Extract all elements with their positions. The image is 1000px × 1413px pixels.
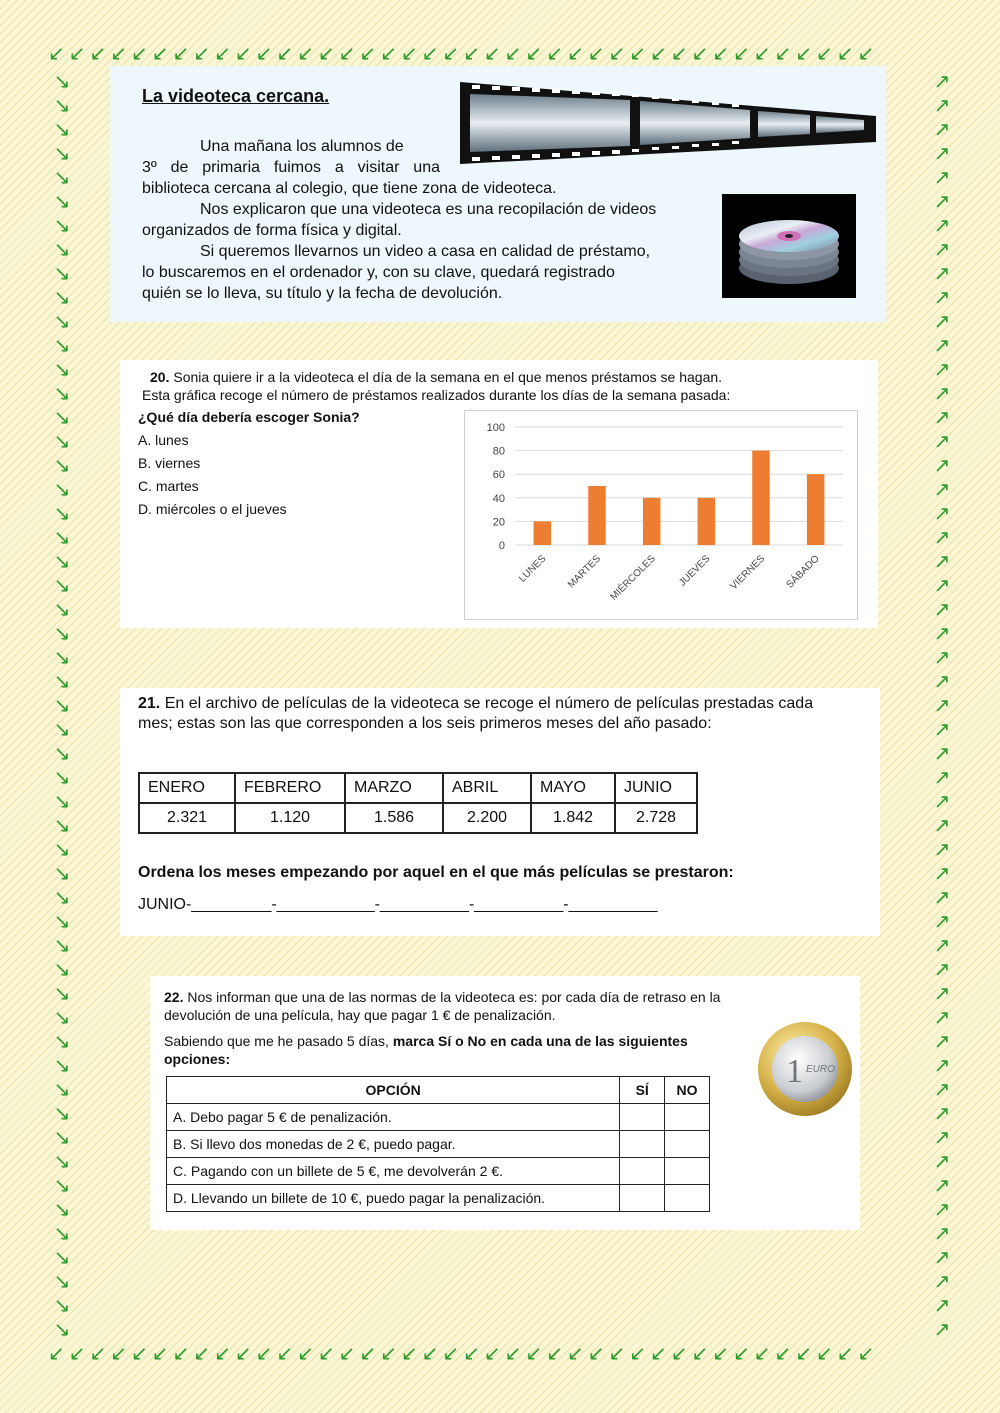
chart-svg	[465, 411, 857, 619]
yes-checkbox[interactable]	[620, 1185, 665, 1212]
month-value: 2.728	[615, 803, 697, 833]
no-checkbox[interactable]	[665, 1185, 710, 1212]
q22-text-line3-plain: Sabiendo que me he pasado 5 días,	[164, 1033, 393, 1049]
month-value: 1.586	[345, 803, 443, 833]
month-header: ABRIL	[443, 773, 531, 803]
header-no: NO	[665, 1077, 710, 1104]
chart-bar	[588, 486, 605, 545]
no-checkbox[interactable]	[665, 1158, 710, 1185]
yes-checkbox[interactable]	[620, 1104, 665, 1131]
x-tick-label: MIÉRCOLES	[608, 553, 658, 603]
y-tick-label: 20	[492, 516, 505, 529]
y-tick-label: 100	[486, 422, 505, 434]
chart-bar	[643, 498, 660, 545]
table-row	[167, 1104, 710, 1131]
header-yes: SÍ	[620, 1077, 665, 1104]
q22-line1	[164, 988, 720, 1006]
intro-para1-line3: biblioteca cercana al colegio, que tiene zona de videoteca.	[142, 180, 557, 197]
q22-line3	[164, 1032, 688, 1050]
decorative-border-bottom: ↙↙↙↙↙↙↙↙↙↙↙↙↙↙↙↙↙↙↙↙↙↙↙↙↙↙↙↙↙↙↙↙↙↙↙↙↙↙↙↙	[48, 1344, 879, 1365]
month-header: FEBRERO	[235, 773, 345, 803]
y-tick-label: 0	[498, 540, 505, 552]
euro-coin-image	[756, 1020, 854, 1118]
q20-option-d[interactable]: D. miércoles o el jueves	[138, 501, 287, 517]
months-values-row	[139, 803, 697, 833]
q22-number: 22.	[164, 989, 184, 1005]
q22-text-line2: devolución de una película, hay que pagar 1 € de penalización.	[164, 1007, 556, 1023]
y-tick-label: 80	[492, 445, 505, 458]
question-22-panel	[150, 976, 860, 1230]
chart-bar	[807, 474, 824, 545]
chart-bar	[534, 521, 551, 545]
yes-checkbox[interactable]	[620, 1131, 665, 1158]
q22-text-line1: Nos informan que una de las normas de la videoteca es: por cada día de retraso en la	[187, 989, 721, 1005]
decorative-border-right: ↗↗↗↗↗↗↗↗↗↗↗↗↗↗↗↗↗↗↗↗↗↗↗↗↗↗↗↗↗↗↗↗↗↗↗↗↗↗↗↗↗↗↗↗↗↗↗↗↗↗↗↗↗	[933, 71, 951, 1340]
no-checkbox[interactable]	[665, 1131, 710, 1158]
intro-para3-line3: quién se lo lleva, su título y la fecha de devolución.	[142, 285, 503, 302]
y-tick-label: 40	[492, 492, 505, 505]
month-value: 1.842	[531, 803, 615, 833]
q21-number: 21.	[138, 695, 161, 712]
chart-bar	[752, 451, 769, 545]
month-header: JUNIO	[615, 773, 697, 803]
header-option: OPCIÓN	[167, 1077, 620, 1104]
q20-option-a[interactable]: A. lunes	[138, 432, 189, 448]
q22-text-line3-bold: marca Sí o No en cada una de las siguientes	[392, 1033, 688, 1049]
month-header: MAYO	[531, 773, 615, 803]
loans-bar-chart	[464, 410, 858, 620]
intro-para1-line1: Una mañana los alumnos de	[200, 138, 404, 155]
months-header-row	[139, 773, 697, 803]
intro-para2-line2: organizados de forma física y digital.	[142, 222, 402, 239]
q20-number: 20.	[150, 369, 170, 385]
film-strip-image	[460, 82, 876, 164]
month-value: 2.200	[443, 803, 531, 833]
q21-instruction: Ordena los meses empezando por aquel en el que más películas se prestaron:	[138, 864, 734, 881]
q21-line1	[138, 694, 813, 714]
q21-answer-line[interactable]: JUNIO-_________-___________-__________-__________-__________	[138, 896, 658, 913]
table-row	[167, 1185, 710, 1212]
question-21-panel	[120, 688, 880, 936]
yes-checkbox[interactable]	[620, 1158, 665, 1185]
q21-text-line1: En el archivo de películas de la videoteca se recoge el número de películas prestadas cada	[164, 695, 814, 712]
q20-line1	[150, 368, 722, 386]
month-header: ENERO	[139, 773, 235, 803]
x-tick-label: MARTES	[565, 553, 604, 591]
x-tick-label: VIERNES	[728, 553, 768, 593]
q22-text-line4: opciones:	[164, 1051, 231, 1067]
coin-denomination: 1	[786, 1053, 803, 1090]
decorative-border-top: ↙↙↙↙↙↙↙↙↙↙↙↙↙↙↙↙↙↙↙↙↙↙↙↙↙↙↙↙↙↙↙↙↙↙↙↙↙↙↙↙	[48, 44, 879, 65]
option-text: B. Si llevo dos monedas de 2 €, puedo pagar.	[167, 1131, 620, 1158]
intro-para2-line1: Nos explicaron que una videoteca es una recopilación de videos	[200, 201, 657, 218]
x-tick-label: SÁBADO	[784, 553, 822, 591]
q21-text-line2: mes; estas son las que corresponden a los seis primeros meses del año pasado:	[138, 715, 712, 732]
option-text: C. Pagando con un billete de 5 €, me devolverán 2 €.	[167, 1158, 620, 1185]
coin-text: EURO	[806, 1064, 835, 1075]
table-row	[167, 1131, 710, 1158]
y-tick-label: 60	[492, 469, 505, 482]
intro-title: La videoteca cercana.	[142, 86, 330, 106]
q20-text-line1: Sonia quiere ir a la videoteca el día de la semana en el que menos préstamos se hagan.	[173, 369, 723, 385]
chart-bar	[698, 498, 715, 545]
month-value: 1.120	[235, 803, 345, 833]
months-table	[138, 772, 698, 834]
yes-no-table	[166, 1076, 710, 1212]
intro-para3-line2: lo buscaremos en el ordenador y, con su clave, quedará registrado	[142, 264, 615, 281]
no-checkbox[interactable]	[665, 1104, 710, 1131]
decorative-border-left: ↘↘↘↘↘↘↘↘↘↘↘↘↘↘↘↘↘↘↘↘↘↘↘↘↘↘↘↘↘↘↘↘↘↘↘↘↘↘↘↘↘↘↘↘↘↘↘↘↘↘↘↘↘	[53, 71, 71, 1340]
cd-stack-image	[722, 194, 856, 298]
q20-text-line2: Esta gráfica recoge el número de préstamos realizados durante los días de la semana pasada:	[142, 387, 731, 403]
option-text: A. Debo pagar 5 € de penalización.	[167, 1104, 620, 1131]
month-header: MARZO	[345, 773, 443, 803]
month-value: 2.321	[139, 803, 235, 833]
q20-question: ¿Qué día debería escoger Sonia?	[138, 409, 360, 425]
q20-option-c[interactable]: C. martes	[138, 478, 199, 494]
yes-no-header-row	[167, 1077, 710, 1104]
q20-option-b[interactable]: B. viernes	[138, 455, 201, 471]
intro-para1-line2: 3º de primaria fuimos a visitar una	[142, 159, 440, 176]
intro-panel	[110, 66, 886, 322]
table-row	[167, 1158, 710, 1185]
intro-para3-line1: Si queremos llevarnos un video a casa en calidad de préstamo,	[200, 243, 651, 260]
question-20-panel	[120, 360, 878, 628]
x-tick-label: LUNES	[517, 553, 549, 585]
option-text: D. Llevando un billete de 10 €, puedo pagar la penalización.	[167, 1185, 620, 1212]
x-tick-label: JUEVES	[677, 553, 713, 589]
